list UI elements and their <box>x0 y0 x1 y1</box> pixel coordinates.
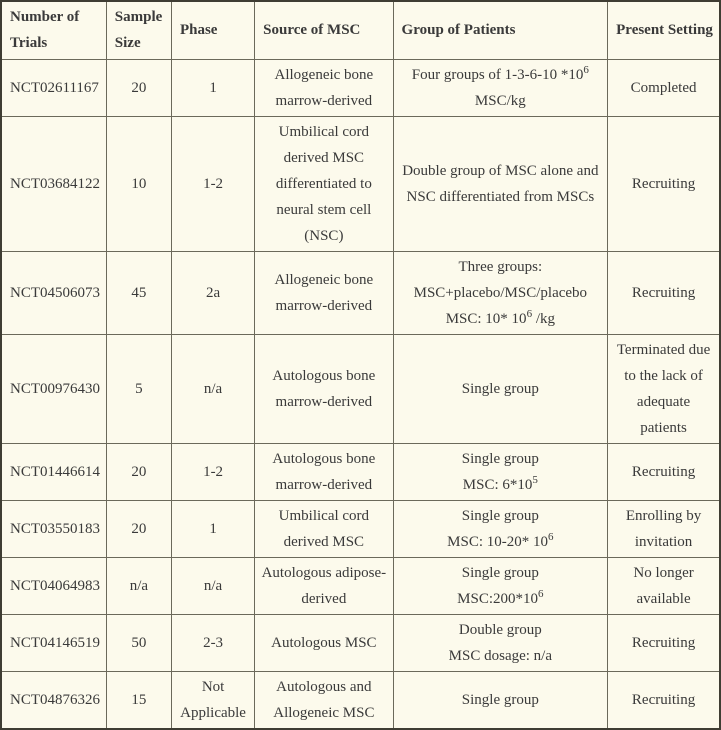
column-header-present-setting: Present Setting <box>608 1 720 59</box>
cell-source-of-msc: Umbilical cord derived MSC differentiated to neural stem cell (NSC) <box>255 116 393 251</box>
cell-source-of-msc: Autologous bone marrow-derived <box>255 443 393 500</box>
cell-group-of-patients: Single group MSC: $6*10^5$ <box>393 443 608 500</box>
cell-source-of-msc: Allogeneic bone marrow-derived <box>255 59 393 116</box>
cell-number-of-trials: NCT00976430 <box>1 334 106 443</box>
cell-present-setting: Recruiting <box>608 251 720 334</box>
cell-group-of-patients: Single group <box>393 334 608 443</box>
cell-group-of-patients: Four groups of 1-3-6-10 $*10^6$ MSC/kg <box>393 59 608 116</box>
cell-sample-size: 50 <box>106 614 171 671</box>
table-row <box>1 500 720 557</box>
cell-sample-size: 20 <box>106 443 171 500</box>
cell-phase: 2a <box>171 251 254 334</box>
cell-phase: 1 <box>171 59 254 116</box>
cell-source-of-msc: Allogeneic bone marrow-derived <box>255 251 393 334</box>
cell-source-of-msc: Autologous bone marrow-derived <box>255 334 393 443</box>
table-row <box>1 116 720 251</box>
cell-source-of-msc: Autologous MSC <box>255 614 393 671</box>
column-header-sample-size: Sample Size <box>106 1 171 59</box>
cell-group-of-patients: Single group MSC: 10-20* $10^6$ <box>393 500 608 557</box>
table-row <box>1 334 720 443</box>
column-header-group-of-patients: Group of Patients <box>393 1 608 59</box>
table-row <box>1 443 720 500</box>
cell-source-of-msc: Umbilical cord derived MSC <box>255 500 393 557</box>
cell-number-of-trials: NCT04506073 <box>1 251 106 334</box>
cell-present-setting: Completed <box>608 59 720 116</box>
table-row <box>1 557 720 614</box>
column-header-number-of-trials: Number of Trials <box>1 1 106 59</box>
cell-number-of-trials: NCT03684122 <box>1 116 106 251</box>
cell-sample-size: 45 <box>106 251 171 334</box>
table-row <box>1 614 720 671</box>
cell-present-setting: Recruiting <box>608 116 720 251</box>
cell-sample-size: 20 <box>106 500 171 557</box>
cell-phase: Not Applicable <box>171 671 254 729</box>
cell-group-of-patients: Single group $MSC:200*10^6$ <box>393 557 608 614</box>
cell-number-of-trials: NCT03550183 <box>1 500 106 557</box>
cell-present-setting: Recruiting <box>608 443 720 500</box>
cell-sample-size: n/a <box>106 557 171 614</box>
column-header-phase: Phase <box>171 1 254 59</box>
cell-phase: n/a <box>171 557 254 614</box>
cell-source-of-msc: Autologous and Allogeneic MSC <box>255 671 393 729</box>
cell-group-of-patients: Double group MSC dosage: n/a <box>393 614 608 671</box>
cell-present-setting: Recruiting <box>608 671 720 729</box>
cell-phase: 1-2 <box>171 443 254 500</box>
cell-present-setting: Enrolling by invitation <box>608 500 720 557</box>
cell-number-of-trials: NCT04064983 <box>1 557 106 614</box>
cell-present-setting: Terminated due to the lack of adequate patients <box>608 334 720 443</box>
column-header-source-of-msc: Source of MSC <box>255 1 393 59</box>
table-row <box>1 251 720 334</box>
cell-number-of-trials: NCT01446614 <box>1 443 106 500</box>
cell-number-of-trials: NCT04146519 <box>1 614 106 671</box>
table-header-row <box>1 1 720 59</box>
cell-group-of-patients: Three groups: MSC+placebo/MSC/placebo MSC: 10* $10^6$ /kg <box>393 251 608 334</box>
cell-sample-size: 15 <box>106 671 171 729</box>
cell-group-of-patients: Double group of MSC alone and NSC differentiated from MSCs <box>393 116 608 251</box>
cell-source-of-msc: Autologous adipose- derived <box>255 557 393 614</box>
table-body <box>1 59 720 729</box>
cell-number-of-trials: NCT04876326 <box>1 671 106 729</box>
table-row <box>1 671 720 729</box>
table-row <box>1 59 720 116</box>
cell-sample-size: 10 <box>106 116 171 251</box>
cell-number-of-trials: NCT02611167 <box>1 59 106 116</box>
cell-phase: 2-3 <box>171 614 254 671</box>
cell-sample-size: 20 <box>106 59 171 116</box>
cell-present-setting: Recruiting <box>608 614 720 671</box>
cell-phase: 1 <box>171 500 254 557</box>
cell-group-of-patients: Single group <box>393 671 608 729</box>
cell-phase: n/a <box>171 334 254 443</box>
cell-phase: 1-2 <box>171 116 254 251</box>
cell-sample-size: 5 <box>106 334 171 443</box>
cell-present-setting: No longer available <box>608 557 720 614</box>
